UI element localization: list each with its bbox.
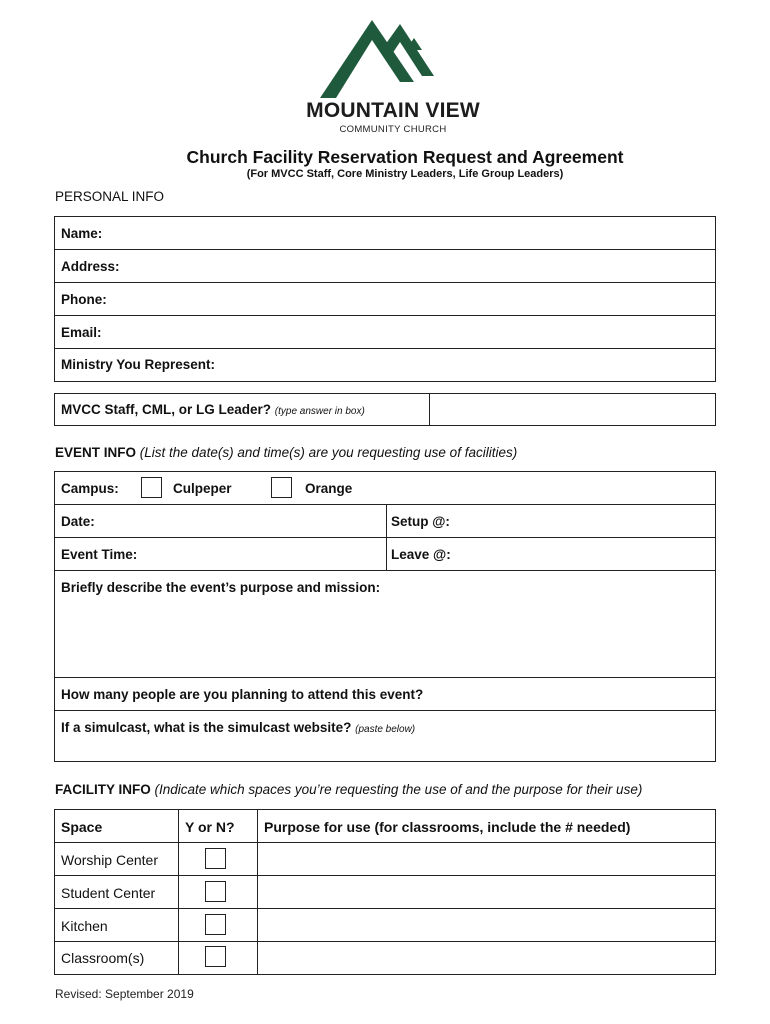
campus-orange-label: Orange	[305, 481, 353, 496]
table-row	[55, 909, 715, 942]
student-center-purpose-field[interactable]	[259, 876, 715, 908]
describe-label: Briefly describe the event’s purpose and mission:	[61, 580, 381, 595]
classrooms-purpose-field[interactable]	[259, 942, 715, 973]
table-row	[55, 843, 715, 876]
email-row[interactable]	[55, 316, 715, 349]
col-yn-header: Y or N?	[185, 819, 235, 835]
facility-info-heading-text: FACILITY INFO	[55, 782, 151, 797]
event-info-heading-note: (List the date(s) and time(s) are you requesting use of facilities)	[139, 445, 518, 460]
personal-info-box	[54, 216, 716, 382]
leave-label: Leave @:	[391, 547, 451, 562]
simulcast-note: (paste below)	[355, 724, 416, 735]
event-time-divider	[386, 538, 387, 570]
event-time-row	[55, 538, 715, 571]
facility-info-heading	[55, 782, 642, 797]
campus-row	[55, 472, 715, 505]
name-label: Name:	[61, 226, 103, 241]
address-label: Address:	[61, 259, 120, 274]
facility-table	[54, 809, 716, 975]
date-divider	[386, 505, 387, 537]
address-row[interactable]	[55, 250, 715, 283]
staff-label	[61, 402, 365, 417]
mountain-logo-icon	[318, 18, 436, 100]
table-row	[55, 876, 715, 909]
simulcast-row[interactable]	[55, 711, 715, 761]
space-student-center: Student Center	[61, 885, 156, 901]
name-row[interactable]	[55, 217, 715, 250]
phone-label: Phone:	[61, 292, 107, 307]
describe-row[interactable]	[55, 571, 715, 678]
personal-info-heading-text: PERSONAL INFO	[55, 189, 165, 204]
attendance-label: How many people are you planning to attend this event?	[61, 687, 424, 702]
attendance-row[interactable]	[55, 678, 715, 711]
date-row	[55, 505, 715, 538]
col-purpose-header: Purpose for use (for classrooms, include the # needed)	[264, 819, 631, 835]
event-time-label: Event Time:	[61, 547, 138, 562]
student-center-checkbox[interactable]	[205, 881, 226, 902]
logo-name: MOUNTAIN VIEW	[306, 99, 480, 122]
phone-row[interactable]	[55, 283, 715, 316]
ministry-label: Ministry You Represent:	[61, 357, 216, 372]
staff-note: (type answer in box)	[274, 406, 365, 417]
setup-label: Setup @:	[391, 514, 450, 529]
worship-center-purpose-field[interactable]	[259, 843, 715, 875]
campus-culpeper-checkbox[interactable]	[141, 477, 162, 498]
classrooms-checkbox[interactable]	[205, 946, 226, 967]
page-title: Church Facility Reservation Request and Agreement	[186, 147, 624, 167]
space-kitchen: Kitchen	[61, 918, 108, 934]
table-row	[55, 942, 715, 973]
staff-divider	[429, 394, 430, 425]
event-info-box	[54, 471, 716, 762]
event-info-heading-text: EVENT INFO	[55, 445, 137, 460]
col-space-header: Space	[61, 819, 103, 835]
kitchen-purpose-field[interactable]	[259, 909, 715, 941]
simulcast-label	[61, 720, 415, 735]
space-classrooms: Classroom(s)	[61, 950, 145, 966]
kitchen-checkbox[interactable]	[205, 914, 226, 935]
email-label: Email:	[61, 325, 102, 340]
campus-orange-checkbox[interactable]	[271, 477, 292, 498]
page-subtitle: (For MVCC Staff, Core Ministry Leaders, Life Group Leaders)	[246, 168, 564, 180]
ministry-row[interactable]	[55, 349, 715, 380]
staff-answer-field[interactable]	[431, 394, 715, 425]
date-label: Date:	[61, 514, 95, 529]
staff-label-text: MVCC Staff, CML, or LG Leader?	[61, 402, 272, 417]
personal-info-heading	[55, 189, 164, 204]
facility-info-heading-note: (Indicate which spaces you’re requesting the use of and the purpose for their use)	[154, 782, 643, 797]
space-worship-center: Worship Center	[61, 852, 159, 868]
worship-center-checkbox[interactable]	[205, 848, 226, 869]
campus-culpeper-label: Culpeper	[173, 481, 232, 496]
event-info-heading	[55, 445, 517, 460]
campus-label: Campus:	[61, 481, 119, 496]
revision-footer: Revised: September 2019	[55, 987, 194, 1001]
logo-subtitle: COMMUNITY CHURCH	[339, 124, 447, 135]
staff-box	[54, 393, 716, 426]
simulcast-label-text: If a simulcast, what is the simulcast website?	[61, 720, 352, 735]
facility-header-row	[55, 810, 715, 843]
